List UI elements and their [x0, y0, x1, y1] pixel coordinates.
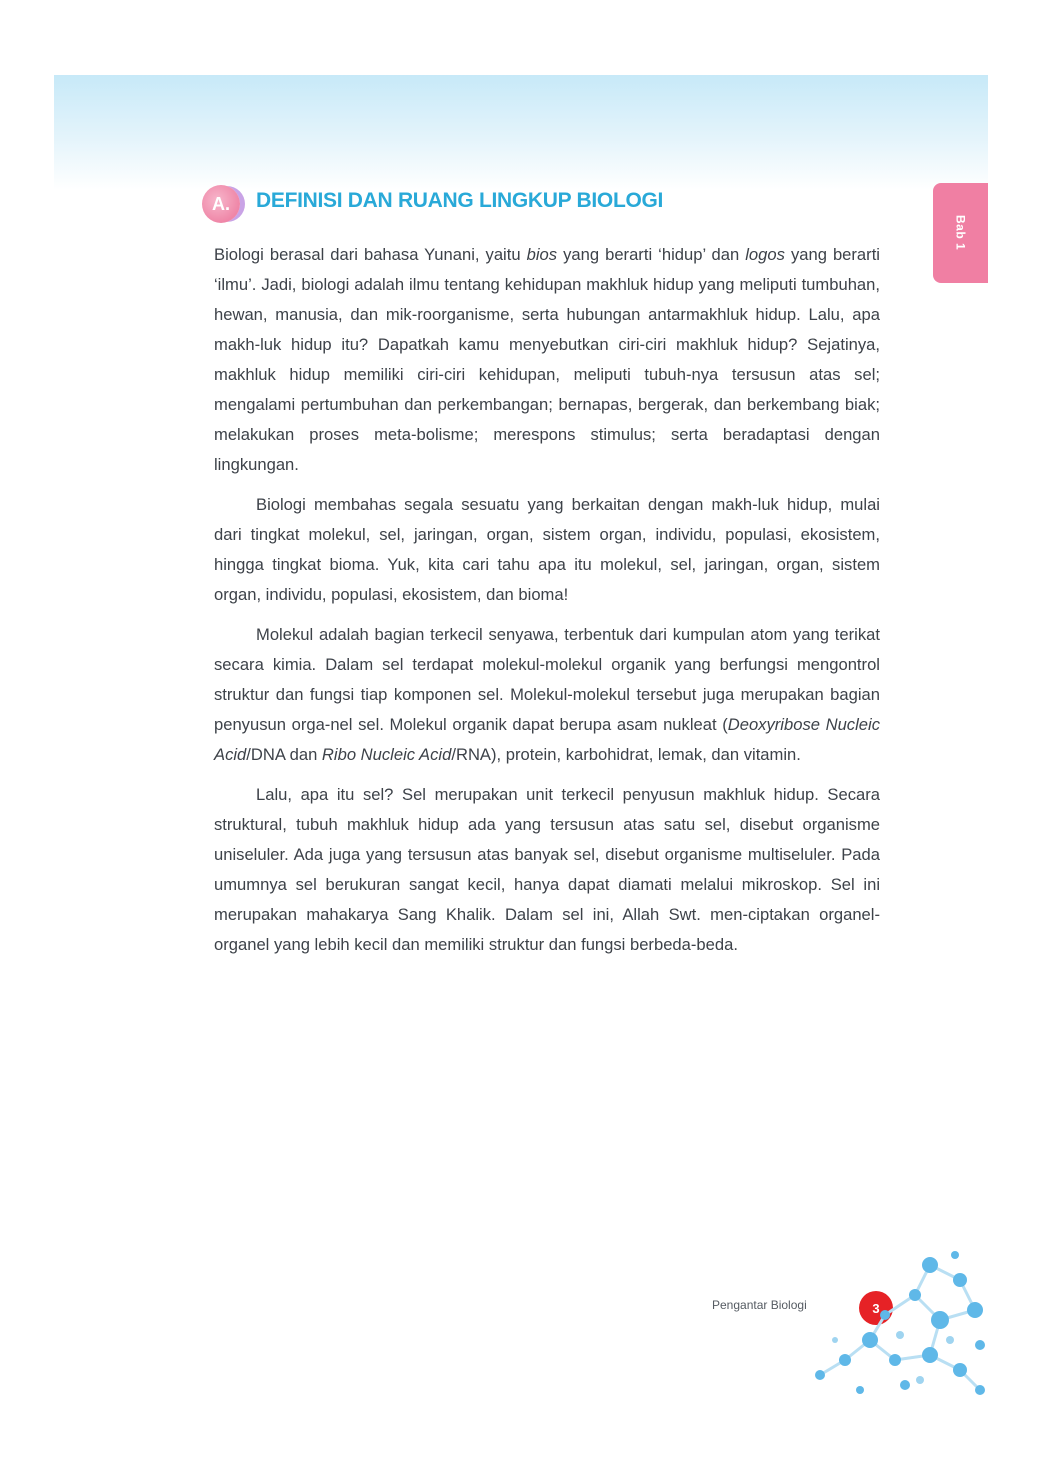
body-text — [214, 240, 880, 970]
text-segment: Molekul adalah bagian terkecil senyawa, terbentuk dari kumpulan atom yang terikat secara kimia. Dalam sel terdapat molekul-molekul organik yang berfungsi mengontrol struktur dan fungsi tiap komponen sel. Molekul-molekul tersebut juga merupakan bagian penyusun orga-nel sel. Molekul organik dapat berupa asam nukleat ( — [214, 625, 880, 734]
page-number: 3 — [859, 1291, 893, 1325]
molecule-cluster-icon — [800, 1250, 990, 1400]
italic-term: Ribo Nucleic Acid — [321, 745, 452, 764]
text-segment: yang berarti ‘ilmu’. Jadi, biologi adalah ilmu tentang kehidupan makhluk hidup yang meliputi tumbuhan, hewan, manusia, dan mik-roorganisme, serta hubungan antarmakhluk hidup. Lalu, apa makh-luk hidup itu? Dapatkah kamu menyebutkan ciri-ciri makhluk hidup? Sejatinya, makhluk hidup memiliki ciri-ciri kehidupan, meliputi tubuh-nya tersusun atas sel; mengalami pertumbuhan dan perkembangan; bernapas, bergerak, dan berkembang biak; melakukan proses meta-bolisme; merespons stimulus; serta beradaptasi dengan lingkungan. — [214, 245, 880, 474]
text-segment: Biologi berasal dari bahasa Yunani, yaitu — [214, 245, 527, 264]
text-segment: yang berarti ‘hidup’ dan — [557, 245, 746, 264]
footer-book-title: Pengantar Biologi — [712, 1298, 807, 1312]
text-segment: Biologi membahas segala sesuatu yang berkaitan dengan makh-luk hidup, mulai dari tingkat molekul, sel, jaringan, organ, sistem organ, individu, populasi, ekosistem, hingga tingkat bioma. Yuk, kita cari tahu apa itu molekul, sel, jaringan, organ, sistem organ, individu, populasi, ekosistem, dan bioma! — [214, 495, 880, 604]
paragraph-4 — [214, 780, 880, 960]
italic-term: bios — [526, 245, 558, 264]
paragraph-3 — [214, 620, 880, 770]
italic-term: Deoxyribose Nucleic Acid — [214, 715, 880, 764]
italic-term: logos — [745, 245, 785, 264]
section-title: DEFINISI DAN RUANG LINGKUP BIOLOGI — [256, 189, 664, 212]
chapter-tab-label: Bab 1 — [953, 215, 968, 251]
section-badge: A. — [202, 185, 240, 223]
text-segment: Lalu, apa itu sel? Sel merupakan unit terkecil penyusun makhluk hidup. Secara struktural, tubuh makhluk hidup ada yang tersusun atas satu sel, disebut organisme uniseluler. Ada juga yang tersusun atas banyak sel, disebut organisme multiseluler. Pada umumnya sel berukuran sangat kecil, hanya dapat diamati melalui mikroskop. Sel ini merupakan mahakarya Sang Khalik. Dalam sel ini, Allah Swt. men-ciptakan organel-organel yang lebih kecil dan memiliki struktur dan fungsi berbeda-beda. — [214, 785, 880, 954]
chapter-tab — [933, 183, 988, 283]
paragraph-1 — [214, 240, 880, 480]
text-segment: /DNA dan — [246, 745, 322, 764]
text-segment: /RNA), protein, karbohidrat, lemak, dan vitamin. — [451, 745, 801, 764]
header-band — [54, 75, 988, 190]
paragraph-2 — [214, 490, 880, 610]
